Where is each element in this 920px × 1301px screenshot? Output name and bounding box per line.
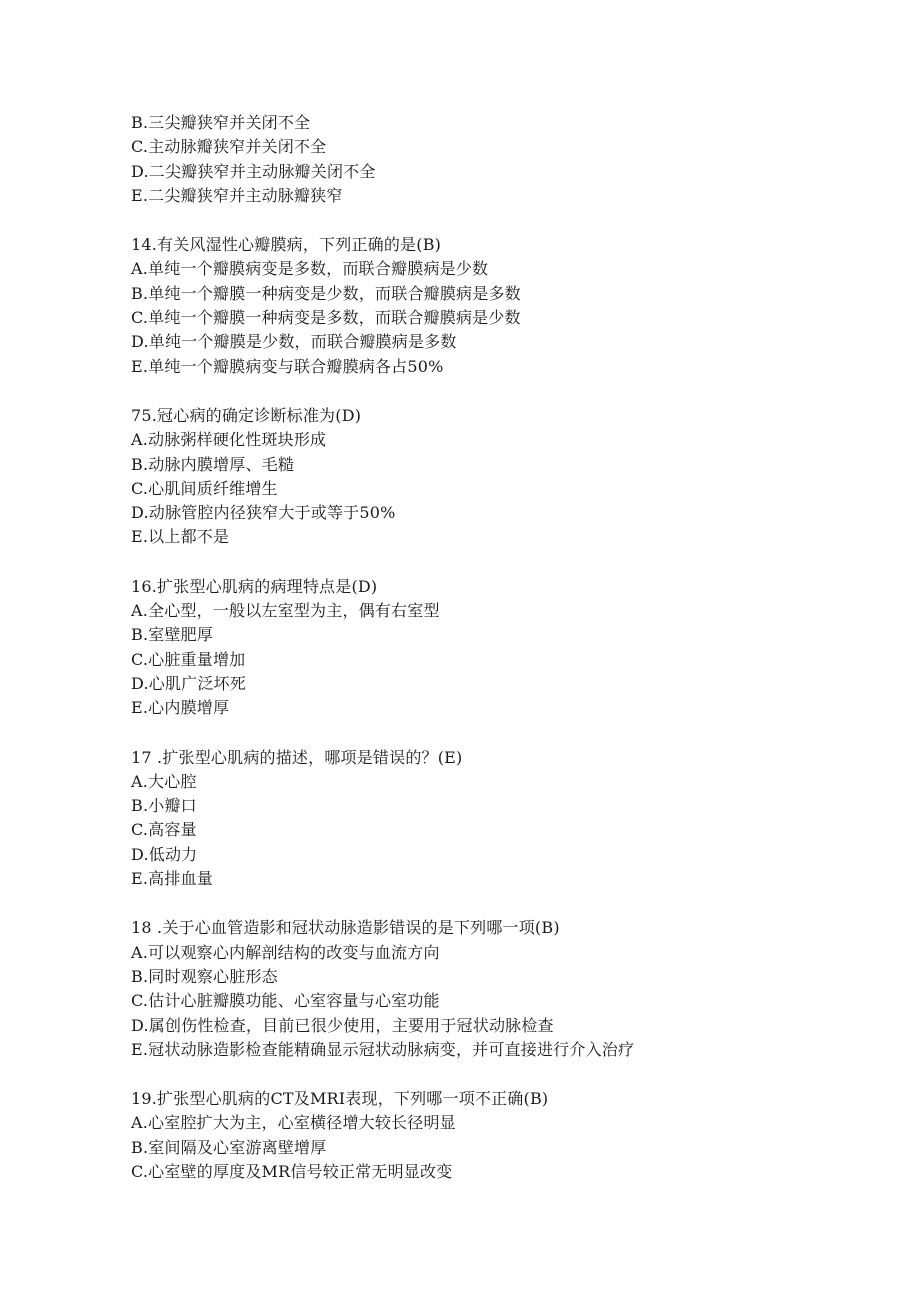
option-b: B.动脉内膜增厚、毛糙 xyxy=(131,454,295,474)
option-b: B.三尖瓣狭窄并关闭不全 xyxy=(131,113,311,132)
question-14 xyxy=(131,233,871,379)
document-page xyxy=(131,111,871,1209)
question-18 xyxy=(131,916,871,1062)
option-d: D.单纯一个瓣膜是少数，而联合瓣膜病是多数 xyxy=(131,332,457,352)
option-a: A.可以观察心内解剖结构的改变与血流方向 xyxy=(131,942,440,962)
option-d: D.低动力 xyxy=(131,844,198,864)
option-c: C.心肌间质纤维增生 xyxy=(131,478,278,498)
option-e: E.冠状动脉造影检查能精确显示冠状动脉病变，并可直接进行介入治疗 xyxy=(131,1039,635,1059)
question-stem: 14.有关风湿性心瓣膜病，下列正确的是(B) xyxy=(131,235,442,255)
question-stem: 17 .扩张型心肌病的描述，哪项是错误的？(E) xyxy=(131,747,463,767)
option-c: C.单纯一个瓣膜一种病变是多数，而联合瓣膜病是少数 xyxy=(131,308,521,328)
question-13-continued xyxy=(131,111,871,208)
option-d: D.动脉管腔内径狭窄大于或等于50% xyxy=(131,503,396,523)
option-d: D.属创伤性检查，目前已很少使用，主要用于冠状动脉检查 xyxy=(131,1015,554,1035)
question-19 xyxy=(131,1087,871,1184)
question-stem: 16.扩张型心肌病的病理特点是(D) xyxy=(131,576,378,596)
option-e: E.高排血量 xyxy=(131,869,213,889)
option-c: C.主动脉瓣狭窄并关闭不全 xyxy=(131,137,327,157)
question-75 xyxy=(131,404,871,550)
option-b: B.室间隔及心室游离壁增厚 xyxy=(131,1137,327,1157)
question-stem: 75.冠心病的确定诊断标准为(D) xyxy=(131,405,362,425)
option-b: B.单纯一个瓣膜一种病变是少数，而联合瓣膜病是多数 xyxy=(131,283,521,303)
option-c: C.高容量 xyxy=(131,820,197,840)
question-stem: 19.扩张型心肌病的CT及MRI表现，下列哪一项不正确(B) xyxy=(131,1089,549,1109)
option-a: A.心室腔扩大为主，心室横径增大较长径明显 xyxy=(131,1113,456,1133)
option-b: B.同时观察心脏形态 xyxy=(131,966,278,986)
option-b: B.小瓣口 xyxy=(131,796,197,816)
option-a: A.单纯一个瓣膜病变是多数，而联合瓣膜病是少数 xyxy=(131,259,489,279)
option-e: E.以上都不是 xyxy=(131,527,230,547)
option-e: E.心内膜增厚 xyxy=(131,698,230,718)
question-stem: 18 .关于心血管造影和冠状动脉造影错误的是下列哪一项(B) xyxy=(131,918,560,938)
question-16 xyxy=(131,575,871,721)
option-a: A.全心型，一般以左室型为主，偶有右室型 xyxy=(131,601,440,621)
question-17 xyxy=(131,746,871,892)
option-d: D.心肌广泛坏死 xyxy=(131,673,246,693)
option-c: C.心脏重量增加 xyxy=(131,649,246,669)
option-a: A.动脉粥样硬化性斑块形成 xyxy=(131,430,327,450)
option-b: B.室壁肥厚 xyxy=(131,625,214,645)
option-c: C.心室壁的厚度及MR信号较正常无明显改变 xyxy=(131,1161,453,1181)
option-c: C.估计心脏瓣膜功能、心室容量与心室功能 xyxy=(131,991,440,1011)
option-d: D.二尖瓣狭窄并主动脉瓣关闭不全 xyxy=(131,161,376,181)
option-a: A.大心腔 xyxy=(131,771,197,791)
option-e: E.单纯一个瓣膜病变与联合瓣膜病各占50% xyxy=(131,356,444,376)
option-e: E.二尖瓣狭窄并主动脉瓣狭窄 xyxy=(131,185,343,205)
